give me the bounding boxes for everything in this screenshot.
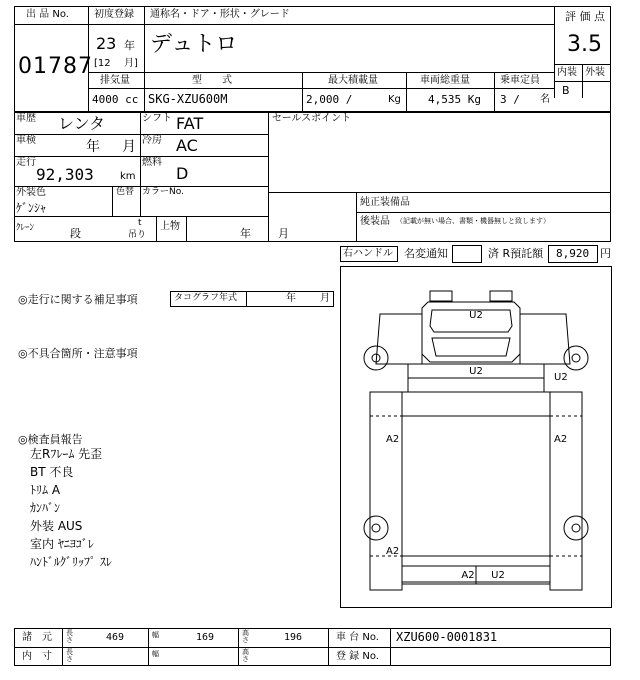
mark-right-side: A2 (554, 434, 568, 445)
inner-width-label: 幅 (152, 650, 159, 658)
width-value: 169 (196, 632, 215, 643)
driving-notes-label: ◎走行に関する補足事項 (18, 293, 138, 306)
divider (140, 112, 141, 216)
first-reg-label: 初度登録 (94, 9, 134, 20)
model-label: 型 式 (192, 75, 232, 86)
divider (144, 6, 145, 72)
interior-label: 内装 (557, 67, 577, 78)
divider (356, 212, 611, 213)
aftermarket-label: 後装品 (360, 216, 390, 227)
divider (390, 628, 391, 666)
sales-point-label: セールスポイント (272, 113, 352, 124)
year-unit: 年 (124, 39, 135, 52)
shift-value: FAT (176, 114, 204, 133)
upholstery-year-unit: 年 (240, 227, 251, 240)
tachograph-month-unit: 月 (320, 293, 330, 304)
crane-stage-unit: 段 (70, 227, 81, 240)
month-unit: 月] (124, 58, 138, 69)
divider (186, 216, 187, 242)
divider (88, 72, 554, 73)
crane-hook: 吊り (128, 230, 147, 240)
crane-label: ｸﾚｰﾝ (16, 223, 35, 233)
lot-label: 出 品 No. (26, 9, 69, 20)
upholstery-label: 上物 (160, 221, 180, 232)
divider (112, 186, 113, 216)
divider (156, 216, 157, 242)
fuel-label: 燃料 (142, 157, 162, 168)
ac-label: 冷房 (142, 135, 162, 146)
mark-cab-front: U2 (469, 310, 483, 321)
chassis-label: 車 台 No. (336, 632, 379, 643)
model-value: SKG-XZU600M (148, 92, 228, 106)
inner-length-label: 長さ (66, 648, 73, 663)
divider (148, 628, 149, 666)
divider (238, 628, 239, 666)
divider (144, 72, 145, 112)
divider (14, 134, 268, 135)
crane-ton: t (138, 218, 142, 228)
fuel-value: D (176, 164, 189, 183)
divider (356, 192, 357, 242)
recycle-amount: 8,920 (556, 247, 590, 260)
length-label: 長さ (66, 629, 73, 644)
lot-number: 01787 (18, 54, 93, 79)
rhd-label: 右ハンドル (343, 248, 393, 259)
mark-rear-a: A2 (461, 570, 475, 581)
inner-dims-label: 内 寸 (22, 651, 52, 662)
width-label: 幅 (152, 631, 159, 639)
divider (14, 647, 611, 648)
first-reg-year: 23 (96, 34, 117, 53)
divider (88, 24, 554, 25)
inspector-line-1: 左Rﾌﾚｰﾑ 先歪 (30, 447, 103, 461)
inspector-line-6: 室内 ﾔﾆﾖｺﾞﾚ (30, 537, 94, 551)
divider (14, 186, 268, 187)
genuine-label: 純正装備品 (360, 197, 410, 208)
inspector-line-2: BT 不良 (30, 465, 74, 479)
inspector-line-5: 外装 AUS (30, 519, 83, 533)
gross-weight-label: 車両総重量 (420, 75, 470, 86)
mark-left-rear: A2 (386, 546, 400, 557)
reg-label: 登 録 No. (336, 651, 379, 662)
divider (88, 88, 554, 89)
inspection-label: 車検 (16, 135, 36, 146)
divider (62, 628, 63, 666)
inspector-label: ◎検査員報告 (18, 433, 83, 446)
divider (268, 112, 269, 242)
name-change-box (452, 245, 482, 263)
max-load-unit: Kg (388, 94, 401, 105)
recycle-label: 済 R預託額 (488, 247, 544, 260)
inspector-line-4: ｶﾝﾊﾞﾝ (30, 501, 61, 515)
exterior-label: 外装 (585, 67, 605, 78)
gross-weight-value: 4,535 Kg (428, 93, 481, 106)
capacity-value: 3 / (500, 93, 520, 106)
length-value: 469 (106, 632, 125, 643)
divider (406, 72, 407, 112)
inspector-line-3: ﾄﾘﾑ A (30, 483, 61, 497)
divider (554, 6, 555, 98)
exterior-color-label: 外装色 (16, 187, 46, 198)
upholstery-month-unit: 月 (278, 227, 289, 240)
aftermarket-note: （記載が無い場合、書類・機器無しと致します） (396, 217, 550, 225)
defects-label: ◎不具合箇所・注意事項 (18, 347, 138, 360)
mark-cab-top: U2 (469, 366, 483, 377)
ac-value: AC (176, 136, 198, 155)
inspection-year-unit: 年 (86, 139, 100, 155)
mark-right-rear-wheel: U2 (554, 372, 568, 383)
capacity-label: 乗車定員 (500, 75, 540, 86)
inner-height-label: 高さ (242, 648, 249, 663)
capacity-unit: 名 (540, 94, 550, 105)
color-change-label: 色替 (116, 187, 135, 197)
name-change-label: 名変通知 (404, 247, 448, 260)
max-load-label: 最大積載量 (328, 75, 378, 86)
history-value: レンタ (58, 114, 105, 133)
first-reg-month: [12 (94, 58, 111, 69)
color-no-label: カラーNo. (142, 187, 184, 197)
divider (554, 81, 611, 82)
max-load-value: 2,000 / (306, 93, 353, 106)
divider (14, 216, 268, 217)
displacement-value: 4000 cc (92, 93, 139, 106)
divider (14, 156, 268, 157)
divider (246, 291, 247, 307)
divider (494, 72, 495, 112)
height-label: 高さ (242, 629, 249, 644)
height-value: 196 (284, 632, 303, 643)
divider (302, 72, 303, 112)
history-label: 車歴 (16, 113, 36, 124)
car-name: デュトロ (150, 32, 238, 57)
shift-label: シフト (142, 113, 172, 124)
name-label: 通称名・ドア・形状・グレード (150, 9, 290, 20)
divider (14, 24, 88, 25)
displacement-label: 排気量 (100, 75, 130, 86)
inspection-month-unit: 月 (122, 139, 136, 155)
recycle-unit: 円 (600, 247, 611, 260)
divider (268, 192, 611, 193)
dims-label: 諸 元 (22, 632, 52, 643)
mark-rear-u: U2 (491, 570, 505, 581)
score-label: 評 価 点 (565, 10, 605, 23)
interior-grade: B (562, 84, 570, 97)
mark-left-side: A2 (386, 434, 400, 445)
inspector-line-7: ﾊﾝﾄﾞﾙｸﾞﾘｯﾌﾟ ｽﾚ (30, 555, 112, 569)
tachograph-label: タコグラフ年式 (174, 293, 238, 303)
truck-diagram (340, 266, 612, 608)
score-value: 3.5 (567, 32, 602, 57)
tachograph-year-unit: 年 (286, 293, 296, 304)
divider (328, 628, 329, 666)
mileage-value: 92,303 (36, 165, 94, 184)
mileage-label: 走行 (16, 157, 36, 168)
chassis-value: XZU600-0001831 (396, 630, 498, 644)
mileage-unit: km (120, 171, 136, 182)
exterior-color-value: ｹﾞﾝｼｬ (16, 201, 47, 215)
